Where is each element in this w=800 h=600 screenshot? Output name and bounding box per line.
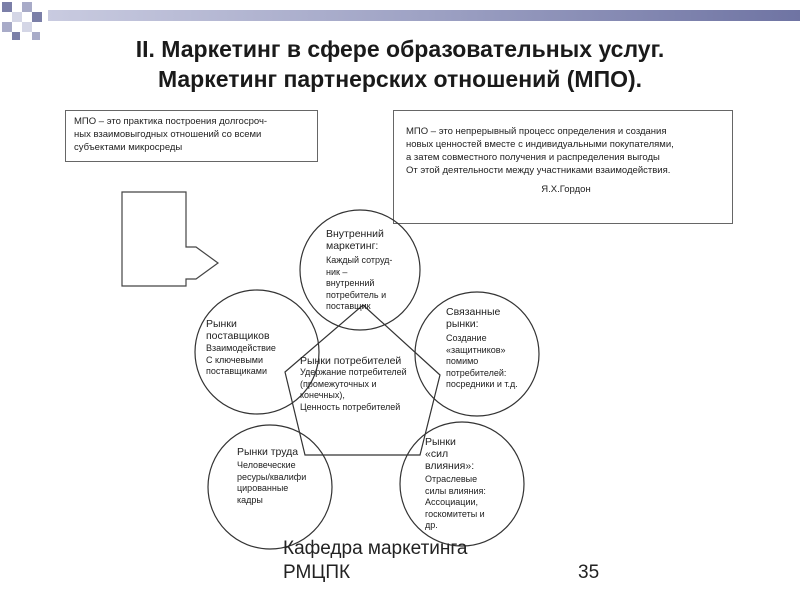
influence-markets-node: [425, 436, 515, 532]
footer-institution: РМЦПК: [283, 562, 351, 583]
node-text: Создание: [446, 333, 487, 343]
center-text: Удержание потребителей: [300, 367, 407, 377]
node-text: поставщик: [326, 301, 371, 311]
node-text: «защитников»: [446, 344, 506, 355]
node-title: влияния»:: [425, 460, 475, 472]
node-text: Взаимодействие: [206, 343, 276, 353]
consumer-markets-node: [300, 355, 440, 413]
node-text: госкомитеты и: [425, 508, 485, 519]
node-text: С ключевыми: [206, 354, 264, 365]
center-text: (промежуточных и: [300, 378, 377, 389]
page-number: 35: [578, 562, 600, 583]
node-text: поставщиками: [206, 366, 267, 376]
node-text: цированные: [237, 483, 289, 493]
internal-marketing-node: [326, 228, 426, 313]
node-text: кадры: [237, 494, 263, 505]
title-line-1: II. Маркетинг в сфере образовательных услуг.: [135, 36, 665, 62]
node-text: Отраслевые: [425, 474, 478, 484]
node-title: Рынки труда: [237, 446, 299, 458]
node-text: др.: [425, 520, 438, 530]
quote-line: МПО – это непрерывный процесс определения и создания: [406, 126, 667, 137]
node-text: Каждый сотруд-: [326, 255, 393, 265]
quote-line: а затем совместного получения и распределения выгоды: [406, 152, 660, 163]
node-text: силы влияния:: [425, 485, 486, 496]
node-title: поставщиков: [206, 330, 270, 342]
node-text: ник –: [326, 266, 348, 277]
quote-line: От этой деятельности между участниками взаимодействия.: [406, 165, 671, 176]
node-text: посредники и т.д.: [446, 379, 518, 389]
labor-markets-node: [237, 446, 337, 506]
node-title: Внутренний: [326, 228, 384, 240]
node-title: «сил: [425, 448, 449, 460]
footer-department: Кафедра маркетинга: [283, 538, 468, 559]
node-title: рынки:: [446, 318, 479, 330]
quote-line: новых ценностей вместе с индивидуальными покупателями,: [406, 139, 674, 150]
definition-line: МПО – это практика построения долгосроч-: [74, 116, 268, 127]
node-title: Связанные: [446, 306, 501, 318]
node-title: маркетинг:: [326, 240, 379, 252]
center-title: Рынки потребителей: [300, 355, 402, 367]
quote-author: Я.Х.Гордон: [541, 184, 591, 195]
definition-line: ных взаимовыгодных отношений со всеми: [74, 129, 262, 140]
node-text: потребитель и: [326, 289, 387, 300]
node-text: ресуры/квалифи: [237, 471, 307, 482]
node-text: Ассоциации,: [425, 497, 479, 507]
node-title: Рынки: [206, 318, 237, 330]
related-markets-node: [446, 306, 556, 391]
definition-line: субъектами микросреды: [74, 142, 183, 153]
title-line-2: Маркетинг партнерских отношений (МПО).: [157, 66, 643, 92]
node-text: внутренний: [326, 278, 375, 288]
arrow-shape: [122, 192, 218, 286]
node-title: Рынки: [425, 436, 456, 448]
node-text: помимо: [446, 356, 479, 366]
center-text: конечных),: [300, 390, 345, 400]
node-text: потребителей:: [446, 367, 507, 378]
node-text: Человеческие: [237, 460, 296, 470]
center-text: Ценность потребителей: [300, 401, 401, 412]
